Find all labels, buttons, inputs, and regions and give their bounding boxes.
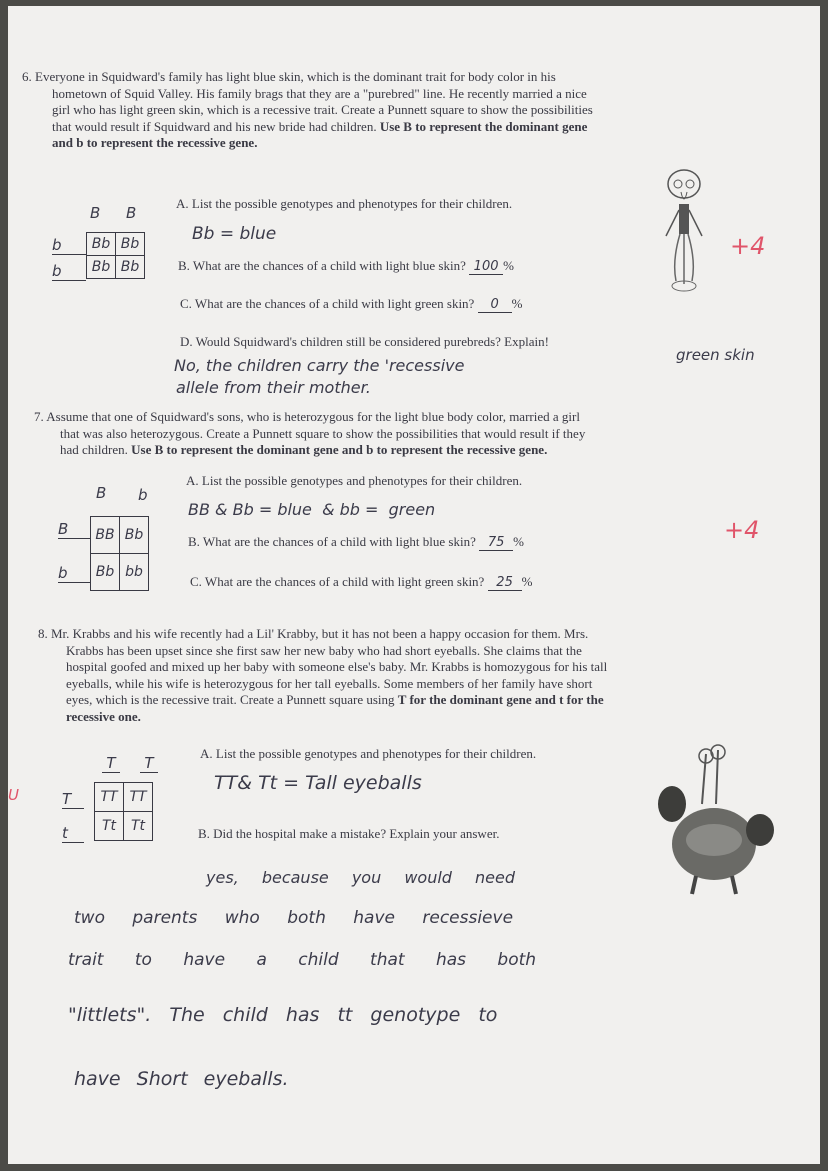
q7-c-line bbox=[190, 574, 532, 591]
q6-b-line bbox=[178, 258, 514, 275]
q8-line6-bold: recessive one. bbox=[66, 708, 141, 724]
q7-b-answer: 75 bbox=[487, 535, 505, 550]
q8-b-answer-line5: have Short eyeballs. bbox=[74, 1068, 289, 1090]
q6-d-answer-extra: green skin bbox=[676, 346, 755, 364]
q8-line3: hospital goofed and mixed up her baby with someone else's baby. Mr. Krabbs is homozygous for his tall bbox=[66, 659, 608, 674]
q8-b-answer-line1: yes, because you would need bbox=[206, 868, 515, 887]
q7-line3-plain: had children. bbox=[60, 442, 128, 457]
q6-prompt bbox=[22, 69, 782, 152]
q8-prompt bbox=[38, 626, 808, 725]
q6-d-answer-line1: No, the children carry the 'recessive bbox=[174, 356, 465, 375]
q7-b-question: B. What are the chances of a child with light blue skin? bbox=[188, 534, 476, 549]
q7-b-line bbox=[188, 534, 524, 551]
squidward-illustration bbox=[654, 166, 714, 296]
q8-a-question: A. List the possible genotypes and phenotypes for their children. bbox=[200, 746, 537, 761]
q6-line4-plain: that would result if Squidward and his new bride had children. bbox=[52, 118, 377, 134]
q8-b-answer-line3: trait to have a child that has both bbox=[68, 950, 537, 970]
q8-row1-label: T bbox=[62, 790, 84, 809]
q8-a-answer: TT& Tt = Tall eyeballs bbox=[214, 772, 422, 794]
q8-line1: Mr. Krabbs and his wife recently had a Lil' Krabby, but it has not been a happy occasion for them. Mrs. bbox=[51, 626, 589, 641]
q8-line5-bold: T for the dominant gene and t for the bbox=[397, 692, 604, 707]
q6-col2-label: B bbox=[126, 204, 137, 222]
q8-b-question: B. Did the hospital make a mistake? Explain your answer. bbox=[198, 826, 500, 841]
q7-row2-label: b bbox=[58, 564, 90, 583]
q6-d-question: D. Would Squidward's children still be considered purebreds? Explain! bbox=[180, 334, 549, 349]
q6-c-answer: 0 bbox=[490, 297, 499, 312]
q7-prompt bbox=[34, 409, 794, 459]
q7-col1-label: B bbox=[96, 484, 107, 502]
q6-line3: girl who has light green skin, which is a recessive trait. Create a Punnett square to show the possibilities bbox=[52, 102, 593, 117]
q6-col1-label: B bbox=[90, 204, 101, 222]
q6-row1-label: b bbox=[52, 236, 86, 255]
q8-cell-21: Tt bbox=[95, 812, 124, 841]
q6-b-percent: % bbox=[503, 258, 514, 273]
q7-b-percent: % bbox=[513, 534, 524, 549]
q8-line2: Krabbs has been upset since she first saw her new baby who had short eyeballs. She claims that the bbox=[66, 642, 582, 658]
q7-score: +4 bbox=[724, 516, 760, 544]
q6-score: +4 bbox=[730, 232, 766, 260]
q7-line1: Assume that one of Squidward's sons, who is heterozygous for the light blue body color, married a girl bbox=[46, 409, 580, 424]
q6-a-question: A. List the possible genotypes and phenotypes for their children. bbox=[176, 196, 513, 211]
q8-b-answer-line2: two parents who both have recessieve bbox=[74, 908, 514, 928]
q7-line3-bold: Use B to represent the dominant gene and b to represent the recessive gene. bbox=[131, 442, 548, 457]
q8-b-answer-line4: "littlets". The child has tt genotype to bbox=[68, 1004, 498, 1026]
q8-row2-label: t bbox=[62, 824, 84, 843]
q7-line2: that was also heterozygous. Create a Punnett square to show the possibilities that would result if they bbox=[60, 425, 586, 441]
q7-cell-12: Bb bbox=[120, 517, 149, 554]
q6-a-answer: Bb = blue bbox=[192, 224, 277, 244]
q7-a-question: A. List the possible genotypes and phenotypes for their children. bbox=[186, 473, 523, 488]
q6-line2: hometown of Squid Valley. His family brags that they are a "purebred" line. He recently married a nice bbox=[52, 85, 587, 101]
q6-line4-bold: Use B to represent the dominant gene bbox=[379, 118, 588, 134]
q8-col1-label: T bbox=[102, 754, 120, 773]
q7-c-answer: 25 bbox=[496, 575, 513, 590]
q6-cell-12: Bb bbox=[116, 233, 145, 256]
q7-c-percent: % bbox=[521, 574, 533, 589]
q6-b-question: B. What are the chances of a child with light blue skin? bbox=[178, 258, 466, 273]
q6-b-answer: 100 bbox=[473, 259, 499, 274]
q8-cell-11: TT bbox=[95, 783, 124, 812]
q7-cell-21: Bb bbox=[91, 554, 120, 591]
mr-krabs-illustration bbox=[656, 744, 780, 904]
q8-cell-12: TT bbox=[124, 783, 153, 812]
q6-cell-21: Bb bbox=[87, 256, 116, 279]
q7-c-question: C. What are the chances of a child with light green skin? bbox=[190, 574, 485, 589]
q6-cell-22: Bb bbox=[116, 256, 145, 279]
q7-cell-11: BB bbox=[91, 517, 120, 554]
q7-number: 7. bbox=[34, 409, 44, 424]
q8-number: 8. bbox=[38, 626, 48, 641]
q6-c-line bbox=[180, 296, 522, 313]
q6-number: 6. bbox=[22, 69, 32, 84]
q7-row1-label: B bbox=[58, 520, 90, 539]
worksheet-page bbox=[8, 6, 820, 1164]
margin-mark: U bbox=[8, 786, 19, 804]
q6-line5-bold: and b to represent the recessive gene. bbox=[52, 135, 258, 150]
q8-line4: eyeballs, while his wife is heterozygous for her tall eyeballs. Some members of her family have short bbox=[66, 675, 593, 691]
q6-c-question: C. What are the chances of a child with light green skin? bbox=[180, 296, 475, 311]
q6-d-answer-line2: allele from their mother. bbox=[176, 378, 371, 397]
q7-a-answer: BB & Bb = blue & bb = green bbox=[188, 500, 436, 519]
q6-line1: Everyone in Squidward's family has light blue skin, which is the dominant trait for body color in his bbox=[35, 69, 556, 84]
q8-line5-plain: eyes, which is the recessive trait. Create a Punnett square using bbox=[66, 692, 395, 707]
q6-c-percent: % bbox=[511, 296, 523, 311]
q8-cell-22: Tt bbox=[124, 812, 153, 841]
q7-cell-22: bb bbox=[120, 554, 149, 591]
q6-row2-label: b bbox=[52, 262, 86, 281]
q7-col2-label: b bbox=[138, 486, 148, 504]
q6-cell-11: Bb bbox=[87, 233, 116, 256]
q8-col2-label: T bbox=[140, 754, 158, 773]
